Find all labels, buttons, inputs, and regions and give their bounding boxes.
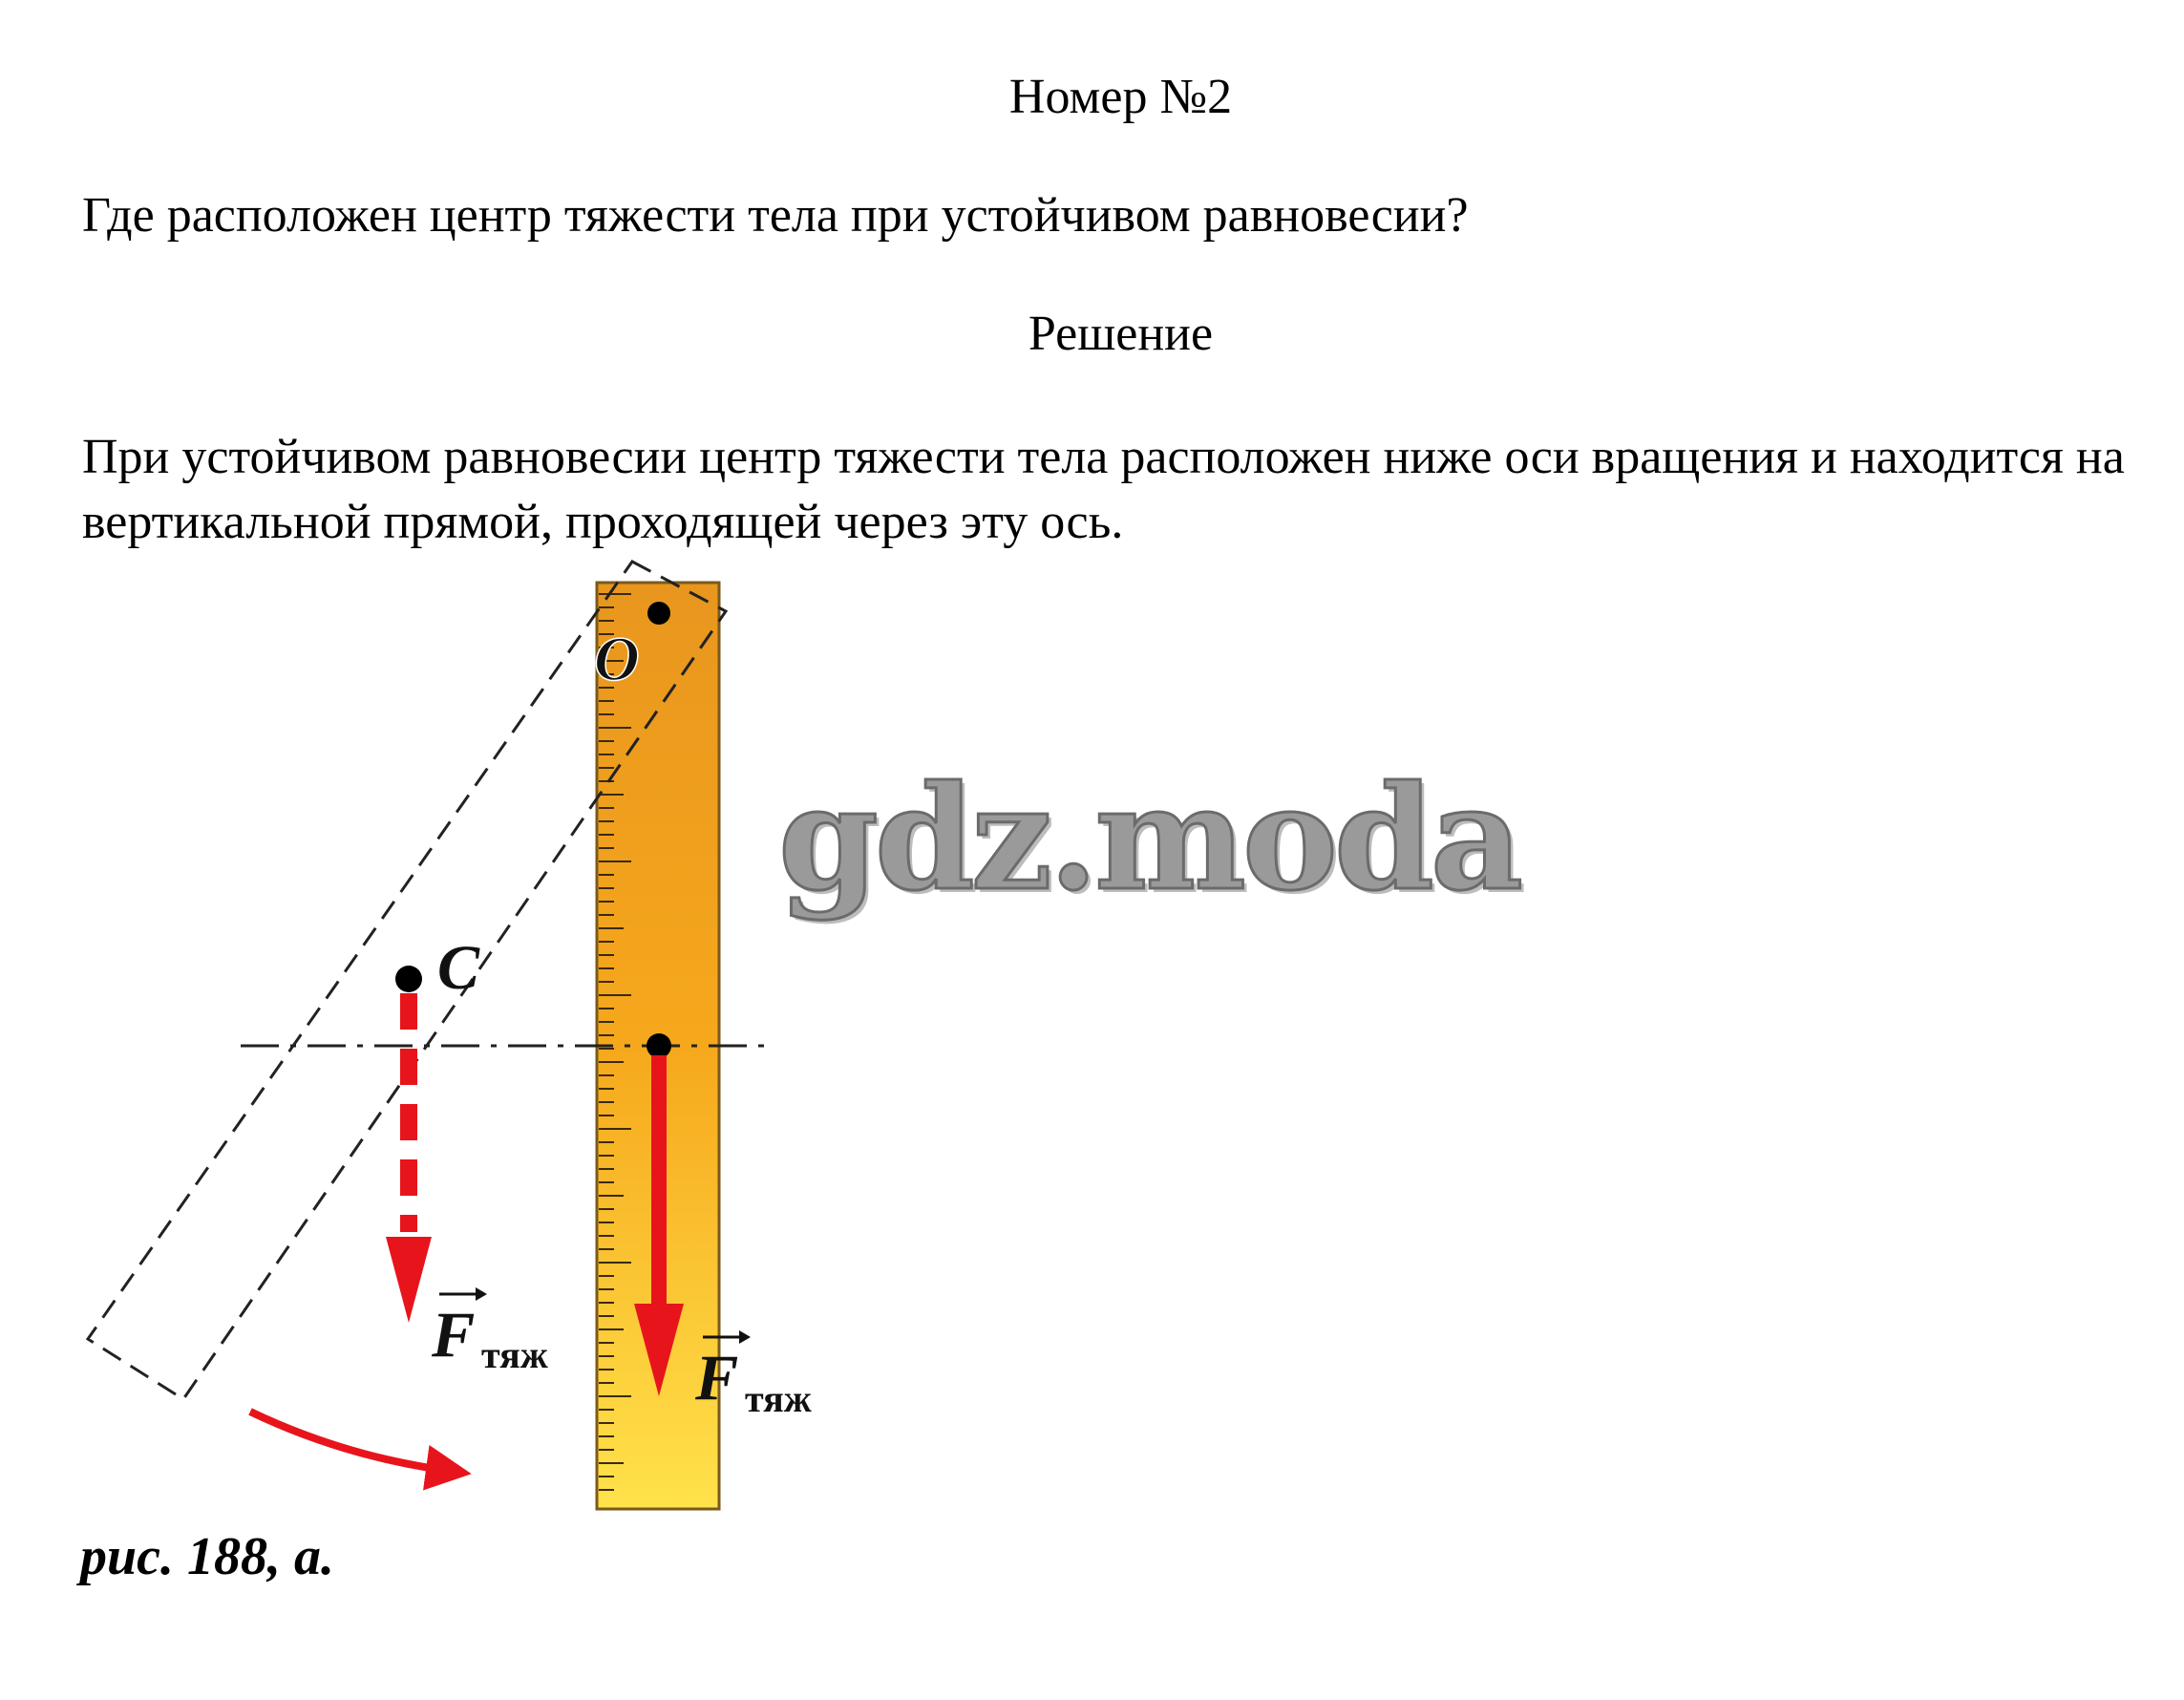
force-symbol-right: F xyxy=(695,1341,739,1413)
force-subscript-right: тяж xyxy=(745,1377,812,1420)
figure-caption: рис. 188, а. xyxy=(80,1527,334,1586)
point-c xyxy=(395,966,422,992)
point-c-label: C xyxy=(437,933,480,1003)
question-text: Где расположен центр тяжести тела при устойчивом равновесии? xyxy=(82,188,1469,243)
rotation-arrow xyxy=(250,1412,449,1471)
point-o-label: O xyxy=(594,625,640,694)
force-symbol-left: F xyxy=(432,1298,476,1371)
force-label-left xyxy=(431,1287,548,1376)
solution-heading: Решение xyxy=(1028,307,1214,361)
watermark: gdz.moda xyxy=(778,754,1520,923)
force-subscript-left: тяж xyxy=(481,1333,548,1376)
dashed-force-arrow-head xyxy=(386,1237,432,1323)
page-title: Номер №2 xyxy=(1008,70,1233,124)
pivot-point-o xyxy=(647,602,670,625)
center-of-mass-point xyxy=(647,1033,671,1058)
answer-text: При устойчивом равновесии центр тяжести тела расположен ниже оси вращения и находится на вертикальной прямой, проходящей через эту ось. xyxy=(82,430,2125,549)
force-label-right xyxy=(694,1330,812,1420)
